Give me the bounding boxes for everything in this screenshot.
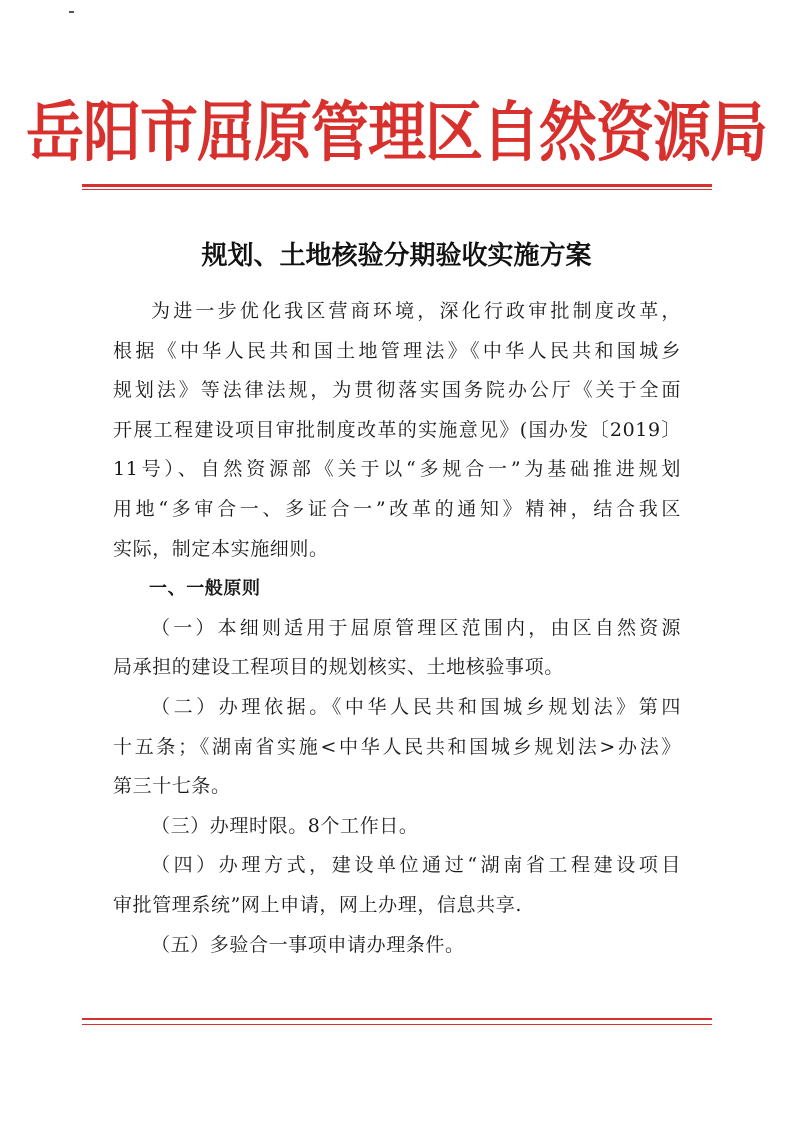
intro-line-6: 用地“多审合一、多证合一”改革的通知》精神，结合我区: [113, 497, 681, 520]
item1-line-1: （一）本细则适用于屈原管理区范围内，由区自然资源: [151, 616, 681, 639]
section-heading-general-principles: 一、一般原则: [149, 578, 261, 600]
item2-line-3: 第三十七条。: [113, 775, 231, 798]
item2-line-1: （二）办理依据。《中华人民共和国城乡规划法》第四: [151, 695, 681, 718]
item4-line-1: （四）办理方式，建设单位通过“湖南省工程建设项目: [151, 854, 681, 877]
scan-mark: [69, 11, 74, 13]
intro-line-1: 为进一步优化我区营商环境，深化行政审批制度改革，: [151, 300, 681, 322]
intro-line-2: 根据《中华人民共和国土地管理法》《中华人民共和国城乡: [113, 339, 681, 362]
intro-line-3: 规划法》等法律法规，为贯彻落实国务院办公厅《关于全面: [113, 379, 681, 402]
item4-line-2: 审批管理系统”网上申请，网上办理，信息共享.: [113, 893, 522, 916]
intro-line-4: 开展工程建设项目审批制度改革的实施意见》(国办发〔2019〕: [113, 418, 681, 441]
item2-line-2: 十五条；《湖南省实施<中华人民共和国城乡规划法>办法》: [113, 735, 681, 758]
footer-red-rule-thin: [82, 1024, 712, 1025]
footer-red-rule-thick: [82, 1018, 712, 1020]
item3-line: （三）办理时限。8个工作日。: [151, 814, 419, 837]
intro-line-5: 11号）、自然资源部《关于以“多规合一”为基础推进规划: [113, 458, 681, 481]
document-body: [113, 292, 681, 965]
document-title: 规划、土地核验分期验收实施方案: [201, 241, 592, 271]
header-red-rule-thin: [82, 189, 712, 190]
item1-line-2: 局承担的建设工程项目的规划核实、土地核验事项。: [113, 656, 564, 679]
header-red-rule-thick: [82, 184, 712, 187]
organization-header: 岳阳市屈原管理区自然资源局: [25, 94, 767, 171]
item5-line: （五）多验合一事项申请办理条件。: [151, 933, 465, 956]
intro-line-7: 实际，制定本实施细则。: [113, 537, 329, 560]
